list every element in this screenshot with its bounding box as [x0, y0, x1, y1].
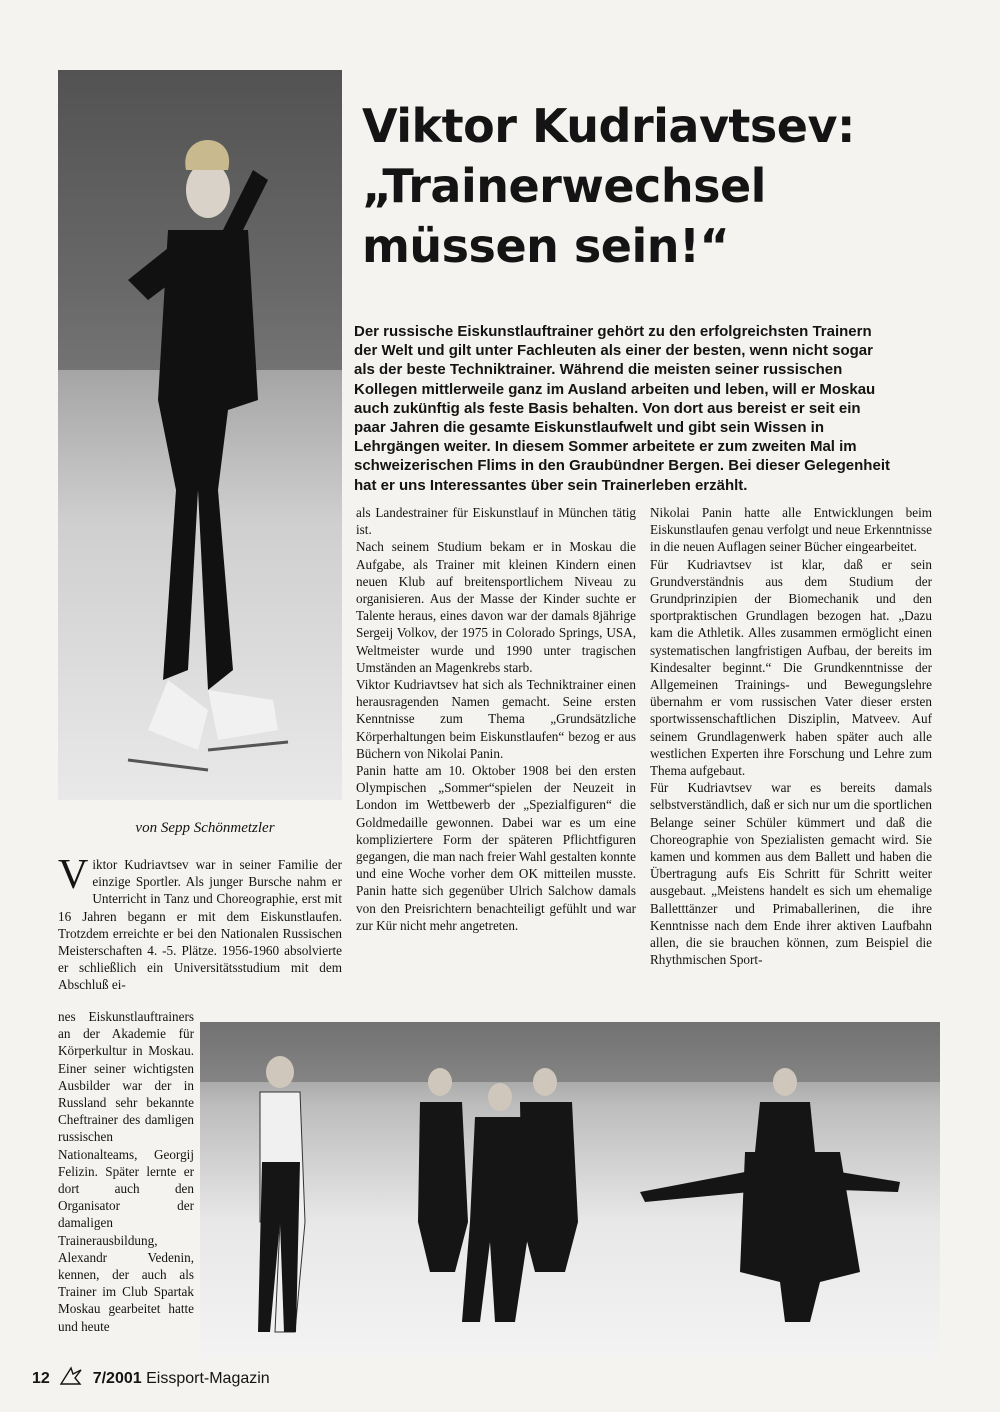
lead-line: hat er uns Interessantes über sein Trainerleben erzählt. — [354, 476, 748, 494]
column-1-wide — [58, 852, 342, 994]
column-3 — [650, 504, 932, 968]
page-number: 12 — [32, 1370, 50, 1387]
lead-line: auch zukünftig als feste Basis behalten. Von dort aus bereist er seit ein — [354, 399, 861, 417]
title-line: müssen sein!“ — [362, 219, 730, 273]
column-2-paragraph: Nach seinem Studium bekam er in Moskau die Aufgabe, als Trainer mit kleinen Kindern einen neuen Klub auf breitensportlichem Niveau zu organisieren. Aus der Masse der Kinder suchte er Talente heraus, eines davon war der damals 8jährige Sergeij Volkov, der 1975 in Colorado Springs, USA, Weltmeister wurde und 1990 unter tragischen Umständen an Magenkrebs starb. — [356, 539, 636, 675]
lead-line: der Welt und gilt unter Fachleuten als einer der besten, wenn nicht sogar — [354, 342, 873, 360]
column-3-paragraph: Für Kudriavtsev ist klar, daß er sein Grundverständnis aus dem Studium der Grundprinzipien der Biomechanik und den sportpraktischen Grundlagen bezogen hat. „Dazu kam die Athletik. Alles zusammen ermöglicht einen systematischen langfristigen Aufbau, der bereits im Kindesalter beginnt.“ Die Grundkenntnisse der Allgemeinen Trainings- und Bewegungslehre übernahm er vom russischen Vater dieser ersten sportwissenschaftlichen Disziplin, Matveev. Auf seinem Grundlagenwerk haben später auch alle westlichen Experten ihre Forschung und Lehre zum Thema aufgebaut. — [650, 556, 932, 779]
column-1-narrow — [58, 1008, 194, 1335]
title-line: „Trainerwechsel — [362, 159, 766, 213]
column-3-paragraph: Für Kudriavtsev war es bereits damals selbstverständlich, daß er sich nur um die sportlichen Belange seiner Schüler kümmert und daß die Choreographie von Spezialisten gemacht wird. Sie kamen und kommen aus dem Ballett und haben die Übertragung aufs Eis Schritt für Schritt weiter ausgebaut. „Meistens handelt es sich um ehemalige Balletttänzer und Primaballerinen, die ihre Kenntnisse nach dem Ende ihrer aktiven Laufbahn allen, die sie brauchen können, zum Beispiel die Rhythmischen Sport- — [650, 780, 932, 968]
lead-line: Kollegen mittlerweile ganz im Ausland arbeiten und leben, will er Moskau — [354, 380, 876, 398]
lead-line: Der russische Eiskunstlauftrainer gehört zu den erfolgreichsten Trainern — [354, 323, 872, 340]
column-2-paragraph: Viktor Kudriavtsev hat sich als Techniktrainer einen herausragenden Namen gemacht. Seine ersten Kenntnisse zum Thema „Grundsätzliche Körperhaltungen beim Eiskunstlaufen“ bezog er aus Büchern von Nikolai Panin. — [356, 677, 636, 761]
magazine-name: Eissport-Magazin — [146, 1370, 270, 1387]
issue-number: 7/2001 — [92, 1370, 142, 1387]
column-2-paragraph: Panin hatte am 10. Oktober 1908 bei den ersten Olympischen „Sommer“spielen der Neuzeit in London im Wettbewerb der „Spezialfiguren“ die Goldmedaille gewonnen. Dabei war es um eine kompliziertere Form der späteren Pflichtfiguren gegangen, die man nach freier Wahl gestalten konnte und eine Woche vorher dem OK mitteilen musste. Panin hatte sich gegenüber Ulrich Salchow damals von den Preisrichtern benachteiligt gefühlt und war zur Kür nicht mehr angetreten. — [356, 763, 636, 933]
column-3-paragraph: Nikolai Panin hatte alle Entwicklungen beim Eiskunstlaufen genau verfolgt und neue Erkenntnisse in die neuen Auflagen seiner Bücher eingearbeitet. — [650, 505, 932, 555]
magazine-logo-icon — [58, 1366, 84, 1386]
article-lead — [354, 322, 954, 495]
lead-line: Lehrgängen weiter. In diesem Sommer arbeitete er zum zweiten Mal im — [354, 438, 857, 456]
drop-cap: V — [58, 852, 89, 898]
byline: von Sepp Schönmetzler — [135, 820, 275, 836]
page-footer — [32, 1366, 270, 1388]
column-2 — [356, 504, 636, 934]
lead-line: paar Jahren die gesamte Eiskunstlaufwelt und gibt sein Wissen in — [354, 419, 824, 437]
title-line: Viktor Kudriavtsev: — [362, 99, 855, 153]
skater-figure — [58, 70, 342, 800]
lead-line: schweizerischen Flims in den Graubündner Bergen. Bei dieser Gelegenheit — [354, 457, 890, 475]
training-group-figures — [200, 1022, 940, 1358]
training-group-photo — [200, 1022, 940, 1358]
skater-photo — [58, 70, 342, 800]
column-2-paragraph: als Landestrainer für Eiskunstlauf in München tätig ist. — [356, 505, 636, 538]
article-title — [362, 96, 962, 276]
lead-line: als der beste Techniktrainer. Während die meisten seiner russischen — [354, 361, 843, 379]
column-1-continued-text: nes Eiskunstlauftrainers an der Akademie für Körperkultur in Moskau. Einer seiner wichtigsten Ausbilder war der in Russland sehr bekannte Cheftrainer des damligen russischen Nationalteams, Georgij Felizin. Später lernte er dort auch den Organisator der damaligen Trainerausbildung, Alexandr Vedenin, kennen, der auch als Trainer im Club Spartak Moskau gearbeitet hatte und heute — [58, 1009, 194, 1334]
column-1-text: iktor Kudriavtsev war in seiner Familie der einzige Sportler. Als junger Bursche nahm er Unterricht in Tanz und Choreographie, erst mit 16 Jahren begann er mit dem Eiskunstlaufen. Trotzdem erreichte er bei den Nationalen Russischen Meisterschaften 4. -5. Plätze. 1956-1960 absolvierte er schließlich ein Universitätsstudium mit dem Abschluß ei- — [58, 857, 342, 993]
